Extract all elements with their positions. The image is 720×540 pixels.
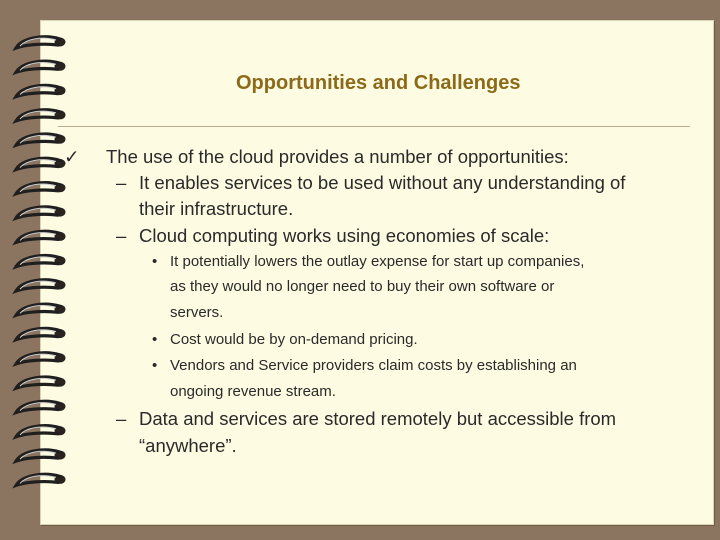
subitem-text: servers. <box>170 304 224 321</box>
slide-title: Opportunities and Challenges <box>236 72 521 94</box>
subitem-text: “anywhere”. <box>139 435 237 456</box>
subitem-text: as they would no longer need to buy their own software or <box>170 278 555 295</box>
subitem-text: Vendors and Service providers claim costs by establishing an <box>170 357 577 374</box>
subitem-text: Cloud computing works using economies of scale: <box>139 225 550 246</box>
subitem-text: their infrastructure. <box>139 198 294 219</box>
bullet-marker: • <box>152 253 158 270</box>
subitem-text: ongoing revenue stream. <box>170 383 336 400</box>
subitem-text: Cost would be by on-demand pricing. <box>170 331 418 348</box>
bullet-marker: • <box>152 331 158 348</box>
dash-marker: – <box>116 408 127 429</box>
subitem-text: It enables services to be used without any understanding of <box>139 172 626 193</box>
dash-marker: – <box>116 172 127 193</box>
bullet-text: The use of the cloud provides a number of opportunities: <box>106 146 569 167</box>
checkmark-icon: ✓ <box>64 146 80 167</box>
bullet-marker: • <box>152 357 158 374</box>
subitem-text: It potentially lowers the outlay expense for start up companies, <box>170 253 585 270</box>
subitem-text: Data and services are stored remotely but accessible from <box>139 408 617 429</box>
dash-marker: – <box>116 225 127 246</box>
